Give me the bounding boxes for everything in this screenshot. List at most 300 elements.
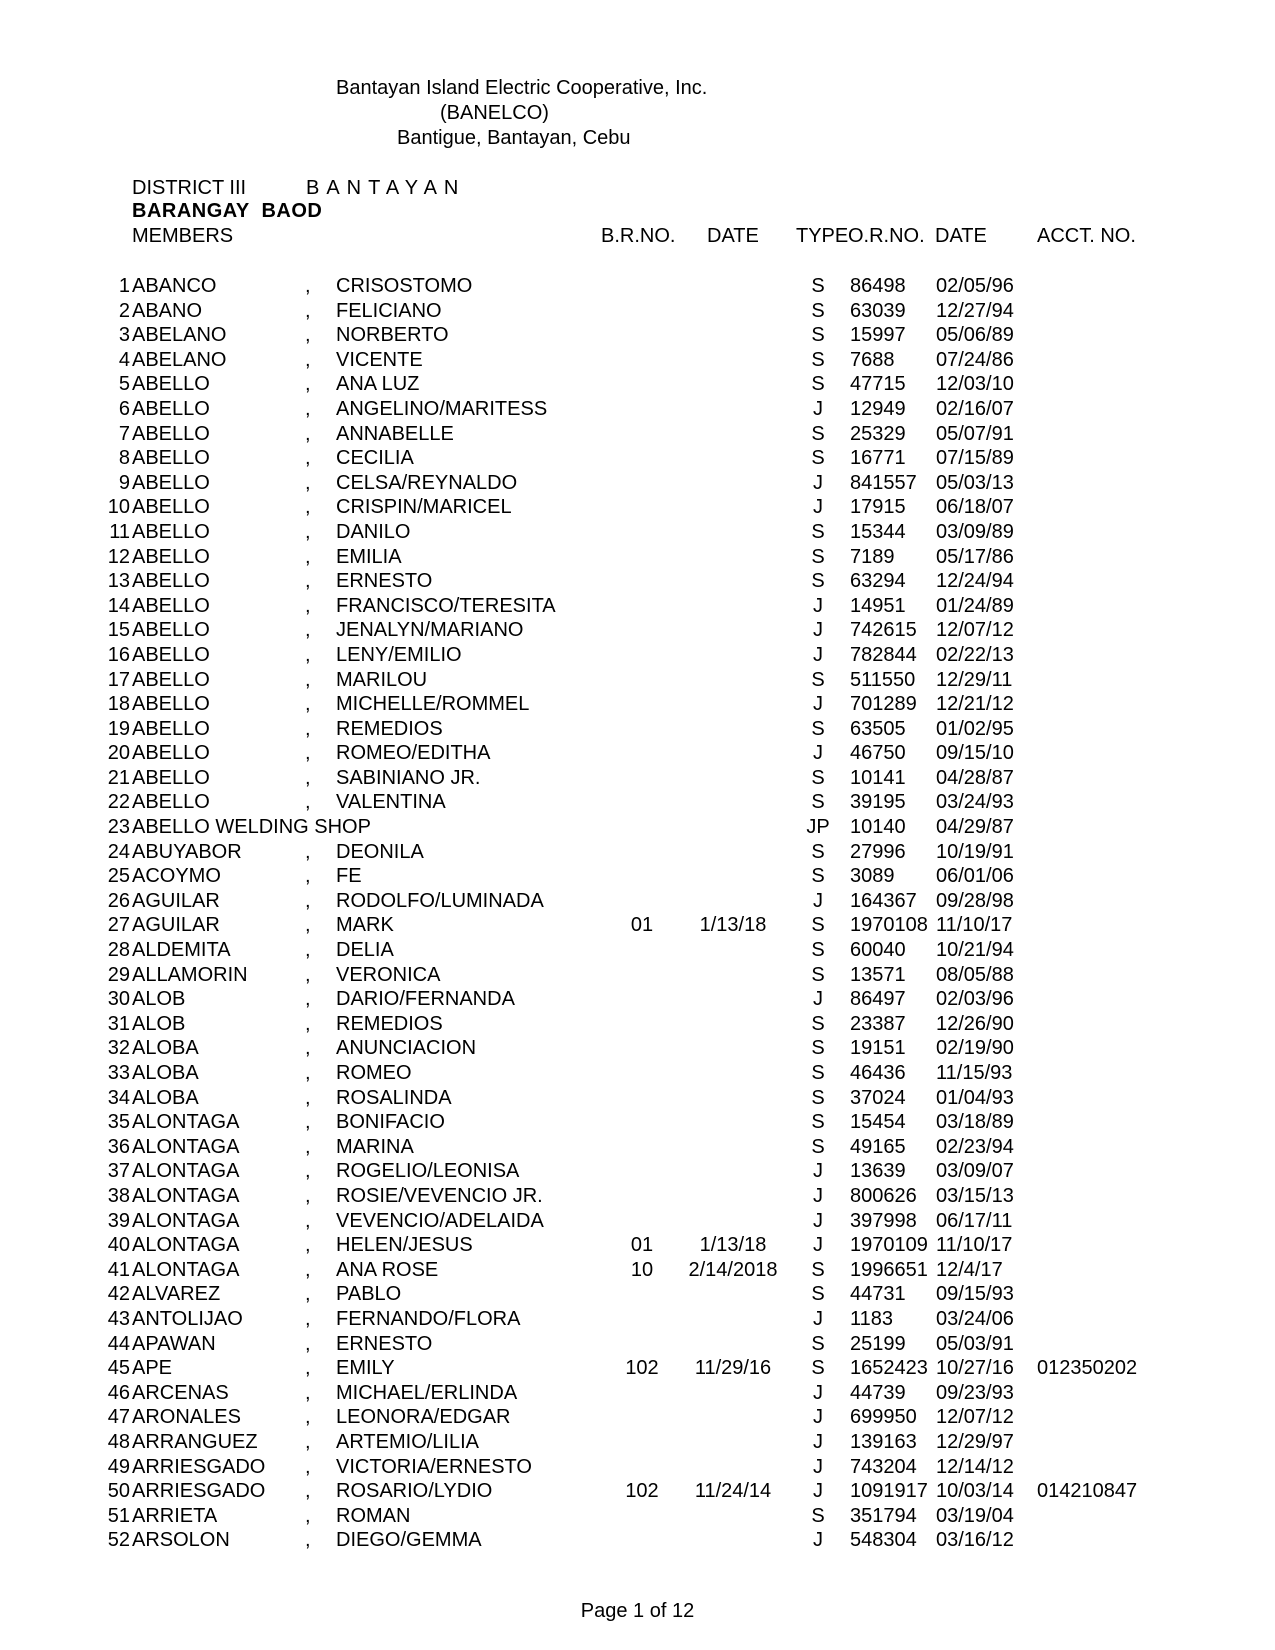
member-last-name: ALONTAGA: [132, 1111, 240, 1134]
or-number: 13571: [850, 963, 906, 986]
name-separator: ,: [305, 840, 311, 863]
row-number: 30: [107, 988, 130, 1011]
or-date: 07/15/89: [936, 447, 1014, 470]
row-number: 4: [118, 348, 130, 371]
member-last-name: ARRIESGADO: [132, 1455, 266, 1478]
member-last-name: ALONTAGA: [132, 1258, 240, 1281]
member-last-name: ABELLO: [132, 619, 210, 642]
name-separator: ,: [305, 594, 311, 617]
or-date: 02/16/07: [936, 397, 1014, 420]
name-separator: ,: [305, 1480, 311, 1503]
or-number: 63294: [850, 570, 906, 593]
member-first-name: ERNESTO: [336, 570, 433, 593]
membership-type: S: [811, 1012, 825, 1035]
name-separator: ,: [305, 1234, 311, 1257]
membership-type: S: [811, 1086, 825, 1109]
table-row: [0, 1381, 1275, 1406]
table-row: [0, 1332, 1275, 1357]
membership-type: S: [811, 1283, 825, 1306]
member-first-name: MARILOU: [336, 668, 428, 691]
row-number: 21: [107, 766, 130, 789]
member-last-name: ABELLO: [132, 766, 210, 789]
or-number: 39195: [850, 791, 906, 814]
table-row: [0, 1479, 1275, 1504]
member-first-name: DARIO/FERNANDA: [336, 988, 515, 1011]
membership-type: S: [811, 1135, 825, 1158]
or-date: 03/15/13: [936, 1184, 1014, 1207]
br-number: 01: [630, 914, 654, 937]
barangay-label: BARANGAY BAOD: [132, 200, 323, 222]
member-first-name: ARTEMIO/LILIA: [336, 1430, 480, 1453]
membership-type: S: [811, 520, 825, 543]
member-last-name: ABELLO: [132, 570, 210, 593]
or-number: 44731: [850, 1283, 906, 1306]
membership-type: J: [813, 988, 823, 1011]
table-row: [0, 766, 1275, 791]
member-last-name: ALOBA: [132, 1062, 199, 1084]
account-number: 012350202: [1037, 1357, 1138, 1380]
or-number: 46750: [850, 742, 906, 765]
or-date: 11/10/17: [936, 1234, 1013, 1257]
membership-type: J: [813, 1381, 823, 1404]
or-number: 86498: [850, 275, 906, 297]
member-last-name: ABELLO: [132, 643, 210, 666]
member-last-name: AGUILAR: [132, 889, 220, 912]
or-date: 12/07/12: [936, 619, 1014, 642]
member-last-name: ACOYMO: [132, 865, 221, 888]
or-date: 09/28/98: [936, 889, 1014, 912]
row-number: 36: [107, 1135, 130, 1158]
table-row: [0, 1159, 1275, 1184]
or-date: 06/17/11: [936, 1209, 1013, 1232]
name-separator: ,: [305, 1455, 311, 1478]
table-row: [0, 1282, 1275, 1307]
membership-type: J: [813, 693, 823, 716]
or-date: 12/4/17: [936, 1258, 1003, 1281]
membership-type: J: [813, 619, 823, 642]
row-number: 5: [118, 373, 130, 396]
or-date: 01/02/95: [936, 717, 1014, 740]
name-separator: ,: [305, 693, 311, 716]
or-date: 11/10/17: [936, 914, 1013, 937]
membership-type: S: [811, 668, 825, 691]
member-last-name: ABELLO: [132, 545, 210, 568]
column-header-acct-no: ACCT. NO.: [1037, 225, 1136, 247]
membership-type: J: [813, 397, 823, 420]
table-row: [0, 717, 1275, 742]
or-number: 63039: [850, 299, 906, 322]
or-number: 164367: [850, 889, 917, 912]
row-number: 11: [109, 520, 130, 543]
row-number: 40: [107, 1234, 130, 1257]
member-last-name: ABELLO: [132, 496, 210, 519]
member-last-name: ARRANGUEZ: [132, 1430, 258, 1453]
or-number: 3089: [850, 865, 895, 888]
table-row: [0, 618, 1275, 643]
or-date: 12/26/90: [936, 1012, 1014, 1035]
row-number: 33: [107, 1062, 130, 1084]
membership-type: S: [811, 1332, 825, 1355]
member-first-name: VICTORIA/ERNESTO: [336, 1455, 532, 1478]
or-number: 1970108: [850, 914, 928, 937]
member-last-name: ABELLO: [132, 397, 210, 420]
table-row: [0, 422, 1275, 447]
org-abbreviation: (BANELCO): [440, 102, 549, 124]
member-first-name: DANILO: [336, 520, 411, 543]
row-number: 18: [107, 693, 130, 716]
name-separator: ,: [305, 1160, 311, 1183]
membership-type: S: [811, 373, 825, 396]
br-date: 1/13/18: [699, 1234, 767, 1257]
or-date: 02/23/94: [936, 1135, 1014, 1158]
table-row: [0, 323, 1275, 348]
name-separator: ,: [305, 988, 311, 1011]
member-last-name: ALOBA: [132, 1086, 199, 1109]
name-separator: ,: [305, 668, 311, 691]
table-row: [0, 790, 1275, 815]
member-last-name: ALOB: [132, 988, 186, 1011]
name-separator: ,: [305, 1307, 311, 1330]
membership-type: J: [813, 1455, 823, 1478]
membership-type: J: [813, 643, 823, 666]
name-separator: ,: [305, 766, 311, 789]
membership-type: S: [811, 447, 825, 470]
name-separator: ,: [305, 1357, 311, 1380]
name-separator: ,: [305, 1111, 311, 1134]
table-row: [0, 938, 1275, 963]
member-first-name: VICENTE: [336, 348, 423, 371]
table-row: [0, 1528, 1275, 1553]
membership-type: J: [813, 1480, 823, 1503]
name-separator: ,: [305, 275, 311, 297]
row-number: 3: [118, 324, 130, 347]
member-last-name: APAWAN: [132, 1332, 216, 1355]
or-number: 46436: [850, 1062, 906, 1084]
member-first-name: ANGELINO/MARITESS: [336, 397, 548, 420]
membership-type: J: [813, 1307, 823, 1330]
table-row: [0, 1258, 1275, 1283]
row-number: 28: [107, 939, 130, 962]
member-first-name: ROMEO: [336, 1062, 412, 1084]
name-separator: ,: [305, 791, 311, 814]
row-number: 31: [107, 1012, 130, 1035]
or-number: 701289: [850, 693, 917, 716]
or-number: 37024: [850, 1086, 906, 1109]
membership-type: S: [811, 275, 825, 297]
member-last-name: ALONTAGA: [132, 1135, 240, 1158]
member-first-name: DIEGO/GEMMA: [336, 1529, 482, 1552]
table-row: [0, 1504, 1275, 1529]
row-number: 25: [107, 865, 130, 888]
name-separator: ,: [305, 299, 311, 322]
table-row: [0, 569, 1275, 594]
or-date: 12/14/12: [936, 1455, 1014, 1478]
name-separator: ,: [305, 471, 311, 494]
row-number: 35: [107, 1111, 130, 1134]
or-date: 05/03/91: [936, 1332, 1014, 1355]
row-number: 47: [107, 1406, 130, 1429]
or-date: 09/23/93: [936, 1381, 1014, 1404]
row-number: 45: [107, 1357, 130, 1380]
member-first-name: FERNANDO/FLORA: [336, 1307, 521, 1330]
member-first-name: FELICIANO: [336, 299, 442, 322]
name-separator: ,: [305, 914, 311, 937]
member-first-name: VERONICA: [336, 963, 441, 986]
br-number: 102: [625, 1480, 659, 1503]
name-separator: ,: [305, 1504, 311, 1527]
table-row: [0, 815, 1275, 840]
table-row: [0, 1061, 1275, 1086]
name-separator: ,: [305, 373, 311, 396]
table-row: [0, 913, 1275, 938]
or-number: 10140: [850, 816, 906, 839]
member-last-name: ABANCO: [132, 275, 217, 297]
member-first-name: REMEDIOS: [336, 717, 443, 740]
br-number: 01: [630, 1234, 654, 1257]
membership-type: S: [811, 570, 825, 593]
table-row: [0, 889, 1275, 914]
membership-type: S: [811, 422, 825, 445]
table-row: [0, 299, 1275, 324]
or-date: 12/29/11: [936, 668, 1013, 691]
row-number: 19: [107, 717, 130, 740]
or-number: 548304: [850, 1529, 917, 1552]
or-number: 782844: [850, 643, 917, 666]
table-row: [0, 1307, 1275, 1332]
table-row: [0, 495, 1275, 520]
column-header-or-date: DATE: [935, 225, 987, 247]
member-first-name: ANA LUZ: [336, 373, 420, 396]
or-number: 25199: [850, 1332, 906, 1355]
or-date: 03/24/93: [936, 791, 1014, 814]
member-first-name: EMILY: [336, 1357, 395, 1380]
membership-type: S: [811, 348, 825, 371]
membership-type: J: [813, 742, 823, 765]
table-row: [0, 520, 1275, 545]
name-separator: ,: [305, 1086, 311, 1109]
row-number: 20: [107, 742, 130, 765]
row-number: 27: [107, 914, 130, 937]
or-date: 05/07/91: [936, 422, 1014, 445]
member-last-name: ABELLO: [132, 447, 210, 470]
row-number: 1: [118, 275, 130, 297]
member-first-name: DELIA: [336, 939, 394, 962]
or-date: 11/15/93: [936, 1062, 1013, 1084]
or-number: 743204: [850, 1455, 917, 1478]
row-number: 9: [118, 471, 130, 494]
or-number: 15454: [850, 1111, 906, 1134]
membership-type: S: [811, 1111, 825, 1134]
or-number: 1652423: [850, 1357, 928, 1380]
name-separator: ,: [305, 324, 311, 347]
membership-type: S: [811, 1504, 825, 1527]
br-date: 11/24/14: [694, 1480, 772, 1503]
member-last-name: ABELLO: [132, 668, 210, 691]
name-separator: ,: [305, 1012, 311, 1035]
member-last-name: ANTOLIJAO: [132, 1307, 243, 1330]
name-separator: ,: [305, 717, 311, 740]
member-last-name: ABELLO: [132, 422, 210, 445]
row-number: 14: [107, 594, 130, 617]
or-date: 05/06/89: [936, 324, 1014, 347]
member-first-name: MARINA: [336, 1135, 414, 1158]
member-last-name: ABANO: [132, 299, 203, 322]
member-last-name: ABELLO: [132, 373, 210, 396]
name-separator: ,: [305, 545, 311, 568]
row-number: 10: [107, 496, 130, 519]
membership-type: J: [813, 1430, 823, 1453]
name-separator: ,: [305, 1209, 311, 1232]
br-date: 11/29/16: [694, 1357, 772, 1380]
row-number: 8: [118, 447, 130, 470]
membership-type: S: [811, 840, 825, 863]
row-number: 42: [107, 1283, 130, 1306]
name-separator: ,: [305, 422, 311, 445]
name-separator: ,: [305, 939, 311, 962]
or-number: 14951: [850, 594, 906, 617]
or-number: 86497: [850, 988, 906, 1011]
member-last-name: AGUILAR: [132, 914, 220, 937]
or-number: 44739: [850, 1381, 906, 1404]
table-row: [0, 643, 1275, 668]
membership-type: S: [811, 1357, 825, 1380]
member-last-name: ARRIESGADO: [132, 1480, 266, 1503]
member-first-name: ERNESTO: [336, 1332, 433, 1355]
name-separator: ,: [305, 1184, 311, 1207]
or-date: 12/27/94: [936, 299, 1014, 322]
row-number: 13: [107, 570, 130, 593]
or-date: 09/15/93: [936, 1283, 1014, 1306]
membership-type: S: [811, 1062, 825, 1084]
member-last-name: ARRIETA: [132, 1504, 218, 1527]
table-row: [0, 397, 1275, 422]
table-row: [0, 692, 1275, 717]
or-number: 49165: [850, 1135, 906, 1158]
member-first-name: FRANCISCO/TERESITA: [336, 594, 556, 617]
column-header-or-no: O.R.NO.: [848, 225, 925, 247]
name-separator: ,: [305, 1406, 311, 1429]
member-first-name: JENALYN/MARIANO: [336, 619, 524, 642]
membership-type: S: [811, 1258, 825, 1281]
row-number: 52: [107, 1529, 130, 1552]
or-date: 10/21/94: [936, 939, 1014, 962]
name-separator: ,: [305, 1332, 311, 1355]
or-number: 397998: [850, 1209, 917, 1232]
org-name: Bantayan Island Electric Cooperative, Inc.: [336, 77, 708, 99]
or-date: 12/21/12: [936, 693, 1014, 716]
table-row: [0, 471, 1275, 496]
or-number: 742615: [850, 619, 917, 642]
member-first-name: CRISPIN/MARICEL: [336, 496, 512, 519]
or-date: 03/18/89: [936, 1111, 1014, 1134]
or-date: 05/17/86: [936, 545, 1014, 568]
row-number: 34: [107, 1086, 130, 1109]
name-separator: ,: [305, 963, 311, 986]
membership-type: S: [811, 963, 825, 986]
member-last-name: ALONTAGA: [132, 1184, 240, 1207]
or-date: 04/28/87: [936, 766, 1014, 789]
or-date: 06/18/07: [936, 496, 1014, 519]
row-number: 15: [107, 619, 130, 642]
or-number: 60040: [850, 939, 906, 962]
member-first-name: ROMAN: [336, 1504, 411, 1527]
row-number: 16: [107, 643, 130, 666]
member-first-name: REMEDIOS: [336, 1012, 443, 1035]
membership-type: J: [813, 889, 823, 912]
membership-type: S: [811, 865, 825, 888]
name-separator: ,: [305, 1283, 311, 1306]
table-row: [0, 1405, 1275, 1430]
member-first-name: ANUNCIACION: [336, 1037, 477, 1060]
member-first-name: ROSIE/VEVENCIO JR.: [336, 1184, 543, 1207]
membership-type: J: [813, 1184, 823, 1207]
member-last-name: ARCENAS: [132, 1381, 229, 1404]
member-last-name: ABELLO: [132, 742, 210, 765]
name-separator: ,: [305, 496, 311, 519]
name-separator: ,: [305, 742, 311, 765]
or-date: 03/09/07: [936, 1160, 1014, 1183]
or-date: 03/24/06: [936, 1307, 1014, 1330]
table-row: [0, 1012, 1275, 1037]
name-separator: ,: [305, 1062, 311, 1084]
or-date: 10/27/16: [936, 1357, 1014, 1380]
or-number: 19151: [850, 1037, 906, 1060]
or-number: 25329: [850, 422, 906, 445]
or-number: 511550: [850, 668, 916, 691]
table-row: [0, 1110, 1275, 1135]
row-number: 7: [118, 422, 130, 445]
org-address: Bantigue, Bantayan, Cebu: [397, 127, 631, 149]
or-number: 47715: [850, 373, 906, 396]
member-last-name: ABUYABOR: [132, 840, 242, 863]
or-date: 08/05/88: [936, 963, 1014, 986]
table-row: [0, 1209, 1275, 1234]
table-row: [0, 741, 1275, 766]
page-number: Page 1 of 12: [580, 1600, 695, 1622]
membership-type: J: [813, 1160, 823, 1183]
member-first-name: SABINIANO JR.: [336, 766, 481, 789]
or-number: 7688: [850, 348, 895, 371]
member-first-name: MICHAEL/ERLINDA: [336, 1381, 518, 1404]
membership-type: J: [813, 1209, 823, 1232]
name-separator: ,: [305, 865, 311, 888]
membership-type: JP: [806, 816, 830, 839]
account-number: 014210847: [1037, 1480, 1138, 1503]
row-number: 44: [107, 1332, 130, 1355]
membership-type: S: [811, 299, 825, 322]
or-date: 12/07/12: [936, 1406, 1014, 1429]
name-separator: ,: [305, 1529, 311, 1552]
name-separator: ,: [305, 348, 311, 371]
membership-type: S: [811, 324, 825, 347]
members-list: [0, 274, 1275, 1553]
row-number: 2: [118, 299, 130, 322]
membership-type: S: [811, 766, 825, 789]
membership-type: J: [813, 1529, 823, 1552]
or-number: 17915: [850, 496, 906, 519]
row-number: 48: [107, 1430, 130, 1453]
member-first-name: ANA ROSE: [336, 1258, 439, 1281]
br-number: 102: [625, 1357, 659, 1380]
row-number: 41: [107, 1258, 130, 1281]
or-number: 699950: [850, 1406, 917, 1429]
member-last-name: ARONALES: [132, 1406, 241, 1429]
or-date: 12/29/97: [936, 1430, 1014, 1453]
table-row: [0, 274, 1275, 299]
member-first-name: BONIFACIO: [336, 1111, 445, 1134]
member-first-name: FE: [336, 865, 362, 888]
table-row: [0, 963, 1275, 988]
